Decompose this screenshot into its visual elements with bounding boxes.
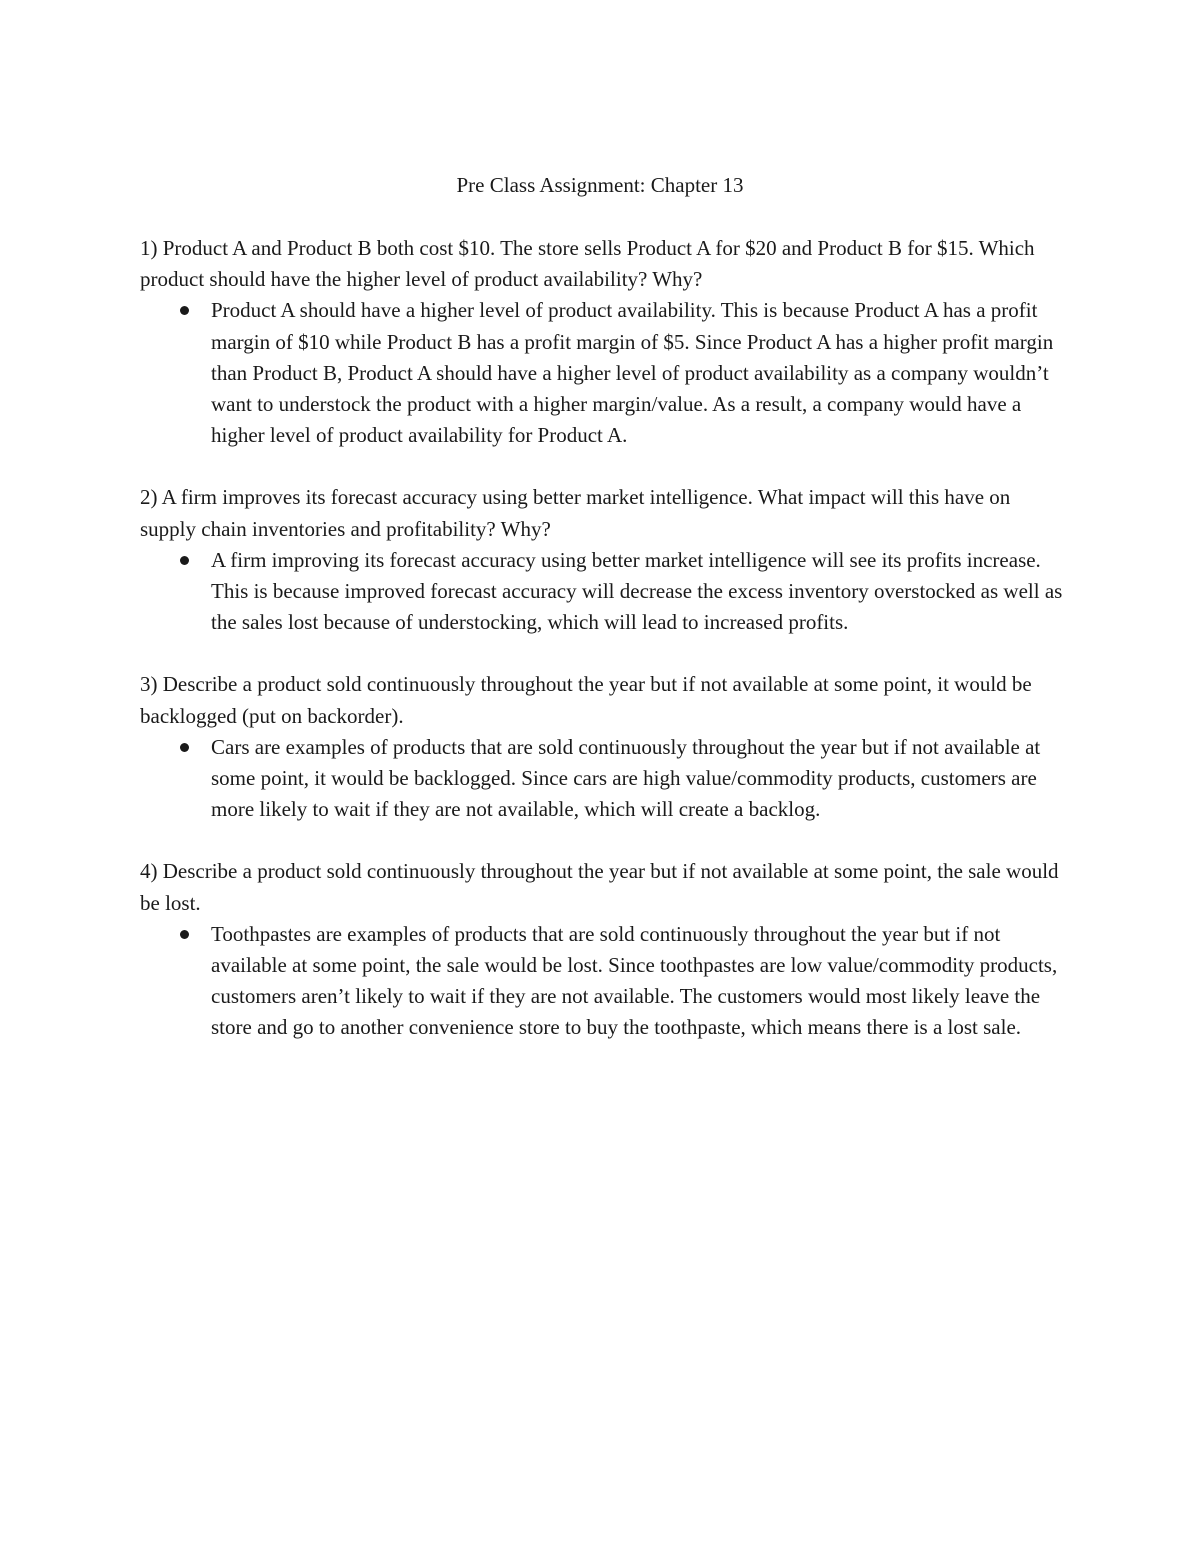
page-title: Pre Class Assignment: Chapter 13 xyxy=(456,173,744,197)
answer-text: Cars are examples of products that are sold continuously throughout the year but if not available at some point, it would be backlogged. Since cars are high value/commodity products, customers are more likely to wait if they are not available, which will create a backlog. xyxy=(211,734,1041,822)
question-text: 1) Product A and Product B both cost $10. The store sells Product A for $20 and Product B for $15. Which product should have the higher level of product availability? Why? xyxy=(140,236,1035,292)
answer-list xyxy=(140,545,1065,639)
answer-item xyxy=(140,295,1065,451)
question-block-2 xyxy=(140,482,1065,638)
question-text: 4) Describe a product sold continuously throughout the year but if not available at some point, the sale would be lost. xyxy=(140,859,1059,915)
question-block-4 xyxy=(140,856,1065,1043)
answer-list xyxy=(140,919,1065,1044)
answer-list xyxy=(140,295,1065,451)
question-text: 2) A firm improves its forecast accuracy using better market intelligence. What impact will this have on supply chain inventories and profitability? Why? xyxy=(140,485,1011,541)
bullet-icon xyxy=(180,743,189,752)
answer-item xyxy=(140,732,1065,826)
answer-text: Toothpastes are examples of products that are sold continuously throughout the year but if not available at some point, the sale would be lost. Since toothpastes are low value/commodity products, customers aren’t likely to wait if they are not available. The customers would most likely leave the store and go to another convenience store to buy the toothpaste, which means there is a lost sale. xyxy=(211,921,1058,1040)
bullet-icon xyxy=(180,306,189,315)
answer-list xyxy=(140,732,1065,826)
question-text: 3) Describe a product sold continuously throughout the year but if not available at some point, it would be backlogged (put on backorder). xyxy=(140,672,1032,728)
bullet-icon xyxy=(180,930,189,939)
question-block-1 xyxy=(140,233,1065,451)
answer-item xyxy=(140,545,1065,639)
answer-text: A firm improving its forecast accuracy using better market intelligence will see its profits increase. This is because improved forecast accuracy will decrease the excess inventory overstocked as well as the sales lost because of understocking, which will lead to increased profits. xyxy=(211,547,1063,635)
question-block-3 xyxy=(140,669,1065,825)
document-body xyxy=(140,233,1065,1075)
answer-text: Product A should have a higher level of product availability. This is because Product A has a profit margin of $10 while Product B has a profit margin of $5. Since Product A has a higher profit margin than Product B, Product A should have a higher level of product availability as a company wouldn’t want to understock the product with a higher margin/value. As a result, a company would have a higher level of product availability for Product A. xyxy=(211,298,1054,448)
answer-item xyxy=(140,919,1065,1044)
bullet-icon xyxy=(180,556,189,565)
